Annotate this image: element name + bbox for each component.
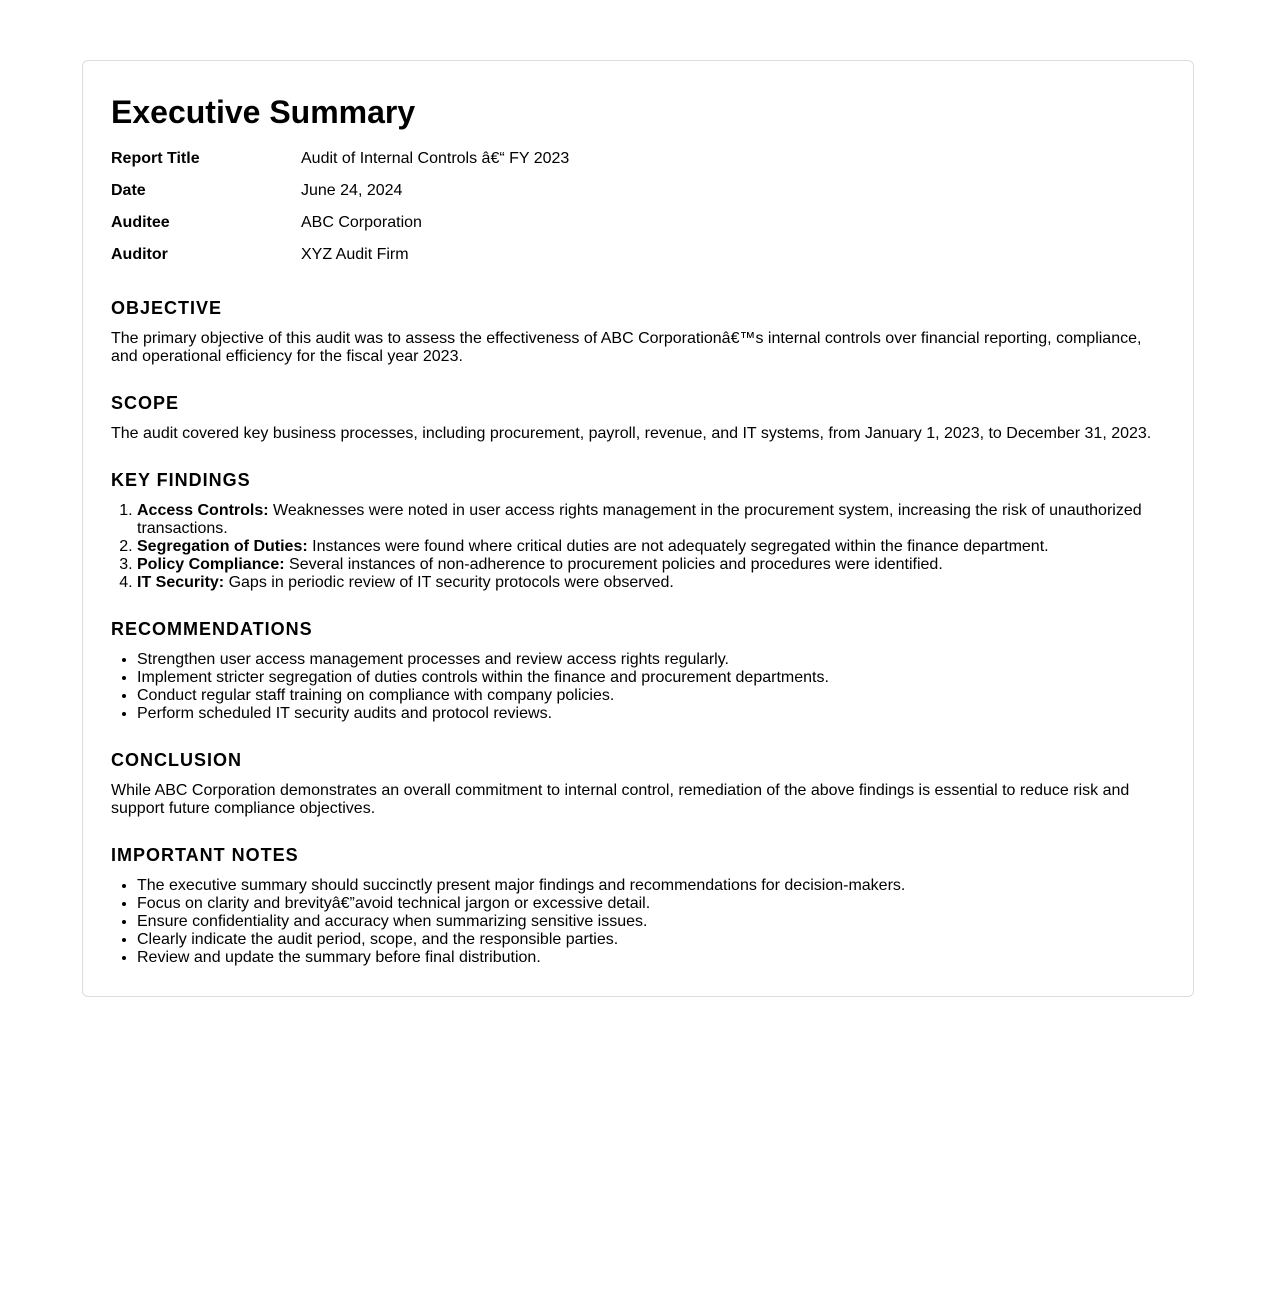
meta-row-report-title bbox=[111, 148, 1111, 180]
finding-term: Segregation of Duties: bbox=[137, 538, 308, 555]
recommendations-list bbox=[111, 651, 1167, 723]
recommendations-section bbox=[111, 619, 1167, 723]
finding-text: Weaknesses were noted in user access rights management in the procurement system, increasing the risk of unauthorized transactions. bbox=[137, 502, 1142, 537]
finding-text: Several instances of non-adherence to procurement policies and procedures were identified. bbox=[284, 556, 943, 573]
recommendation-item: • Perform scheduled IT security audits and protocol reviews. bbox=[137, 705, 1167, 723]
objective-section bbox=[111, 298, 1167, 366]
note-item: • The executive summary should succinctly present major findings and recommendations for decision-makers. bbox=[137, 877, 1167, 895]
meta-label: Auditor bbox=[111, 246, 168, 263]
finding-item bbox=[137, 502, 1167, 538]
finding-item bbox=[137, 574, 1167, 592]
finding-item bbox=[137, 538, 1167, 556]
report-meta bbox=[111, 148, 1111, 276]
note-item: • Review and update the summary before final distribution. bbox=[137, 949, 1167, 967]
meta-label: Date bbox=[111, 182, 146, 199]
summary-card bbox=[82, 60, 1194, 997]
finding-item bbox=[137, 556, 1167, 574]
scope-heading: SCOPE bbox=[111, 393, 180, 413]
note-item: • Focus on clarity and brevityâ€”avoid technical jargon or excessive detail. bbox=[137, 895, 1167, 913]
recommendations-heading: RECOMMENDATIONS bbox=[111, 619, 313, 639]
meta-value: Audit of Internal Controls â€“ FY 2023 bbox=[301, 150, 570, 167]
meta-label: Auditee bbox=[111, 214, 170, 231]
recommendation-item: • Conduct regular staff training on compliance with company policies. bbox=[137, 687, 1167, 705]
conclusion-heading: CONCLUSION bbox=[111, 750, 242, 770]
finding-text: Instances were found where critical duties are not adequately segregated within the finance department. bbox=[307, 538, 1049, 555]
conclusion-text: While ABC Corporation demonstrates an overall commitment to internal control, remediation of the above findings is essential to reduce risk and support future compliance objectives. bbox=[111, 782, 1130, 817]
recommendation-item: • Implement stricter segregation of duties controls within the finance and procurement departments. bbox=[137, 669, 1167, 687]
notes-list bbox=[111, 877, 1167, 967]
scope-text: The audit covered key business processes, including procurement, payroll, revenue, and IT systems, from January 1, 2023, to December 31, 2023. bbox=[111, 425, 1152, 442]
notes-section bbox=[111, 845, 1167, 967]
notes-heading: IMPORTANT NOTES bbox=[111, 845, 299, 865]
finding-text: Gaps in periodic review of IT security protocols were observed. bbox=[224, 574, 674, 591]
finding-term: IT Security: bbox=[137, 574, 225, 591]
finding-term: Access Controls: bbox=[137, 502, 269, 519]
objective-text: The primary objective of this audit was to assess the effectiveness of ABC Corporationâ€™s internal controls over financial reporting, compliance, and operational efficiency for the fiscal year 2023. bbox=[111, 330, 1142, 365]
meta-value: XYZ Audit Firm bbox=[301, 246, 409, 263]
note-item: • Clearly indicate the audit period, scope, and the responsible parties. bbox=[137, 931, 1167, 949]
findings-section bbox=[111, 470, 1167, 592]
meta-value: ABC Corporation bbox=[301, 214, 422, 231]
finding-term: Policy Compliance: bbox=[137, 556, 285, 573]
meta-row-auditor bbox=[111, 244, 1111, 276]
meta-label: Report Title bbox=[111, 150, 200, 167]
objective-heading: OBJECTIVE bbox=[111, 298, 223, 318]
findings-heading: KEY FINDINGS bbox=[111, 470, 251, 490]
findings-list bbox=[111, 502, 1167, 592]
recommendation-item: • Strengthen user access management processes and review access rights regularly. bbox=[137, 651, 1167, 669]
note-item: • Ensure confidentiality and accuracy when summarizing sensitive issues. bbox=[137, 913, 1167, 931]
scope-section bbox=[111, 393, 1167, 443]
meta-value: June 24, 2024 bbox=[301, 182, 403, 199]
conclusion-section bbox=[111, 750, 1167, 818]
meta-row-date bbox=[111, 180, 1111, 212]
page-title: Executive Summary bbox=[111, 94, 416, 130]
meta-row-auditee bbox=[111, 212, 1111, 244]
